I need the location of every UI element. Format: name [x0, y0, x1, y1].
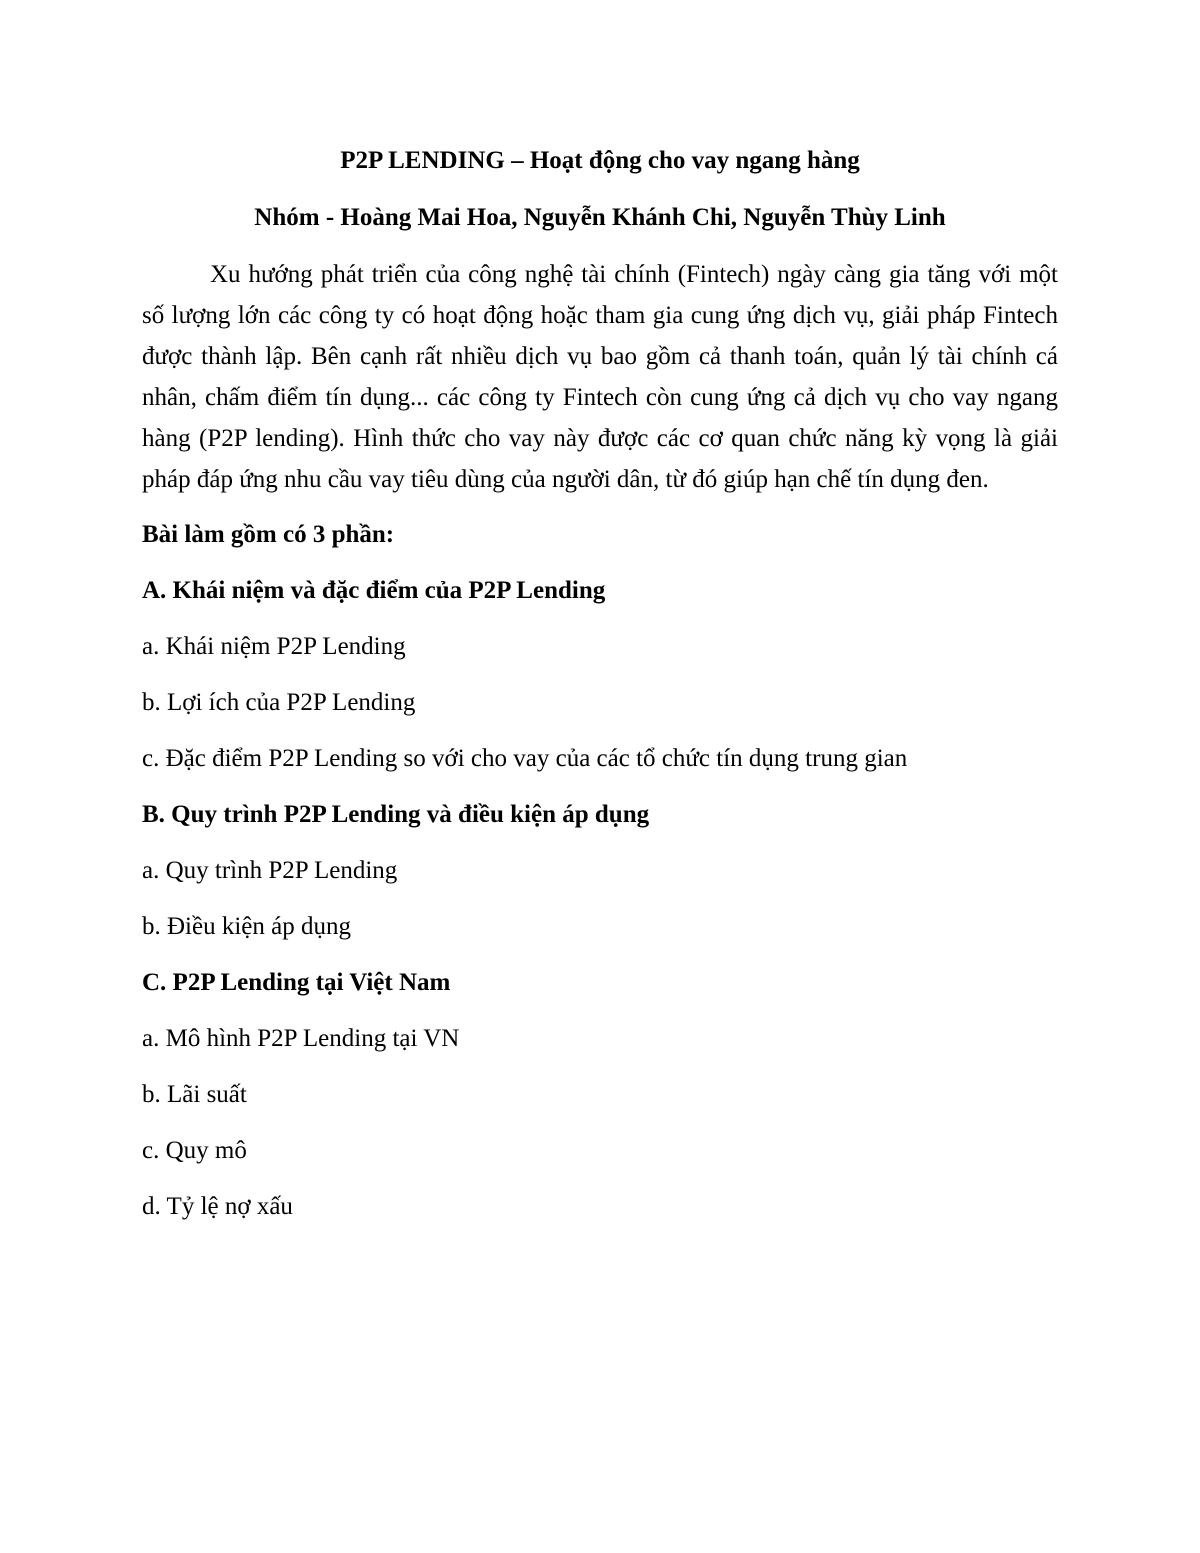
- outline-heading: Bài làm gồm có 3 phần:: [142, 521, 395, 548]
- document-page: [142, 140, 1058, 1242]
- section-b-heading: B. Quy trình P2P Lending và điều kiện áp dụng: [142, 801, 650, 828]
- section-c-item: a. Mô hình P2P Lending tại VN: [142, 1025, 460, 1052]
- section-a-item: b. Lợi ích của P2P Lending: [142, 689, 416, 716]
- document-title: P2P LENDING – Hoạt động cho vay ngang hàng: [340, 147, 860, 174]
- section-b-item: a. Quy trình P2P Lending: [142, 857, 398, 884]
- section-b-item: b. Điều kiện áp dụng: [142, 913, 351, 940]
- section-a-item: c. Đặc điểm P2P Lending so với cho vay của các tổ chức tín dụng trung gian: [142, 745, 908, 772]
- section-c-item: d. Tỷ lệ nợ xấu: [142, 1193, 293, 1220]
- section-a-item: a. Khái niệm P2P Lending: [142, 633, 406, 660]
- section-c-item: b. Lãi suất: [142, 1081, 247, 1108]
- section-c-heading: C. P2P Lending tại Việt Nam: [142, 969, 451, 996]
- section-c-item: c. Quy mô: [142, 1137, 247, 1164]
- intro-paragraph: Xu hướng phát triển của công nghệ tài chính (Fintech) ngày càng gia tăng với một số lượng lớn các công ty có hoạt động hoặc tham gia cung ứng dịch vụ, giải pháp Fintech được thành lập. Bên cạnh rất nhiều dịch vụ bao gồm cả thanh toán, quản lý tài chính cá nhân, chấm điểm tín dụng... các công ty Fintech còn cung ứng cả dịch vụ cho vay ngang hàng (P2P lending). Hình thức cho vay này được các cơ quan chức năng kỳ vọng là giải pháp đáp ứng nhu cầu vay tiêu dùng của người dân, từ đó giúp hạn chế tín dụng đen.: [142, 261, 1058, 493]
- section-a-heading: A. Khái niệm và đặc điểm của P2P Lending: [142, 577, 606, 604]
- document-authors: Nhóm - Hoàng Mai Hoa, Nguyễn Khánh Chi, Nguyễn Thùy Linh: [254, 204, 946, 231]
